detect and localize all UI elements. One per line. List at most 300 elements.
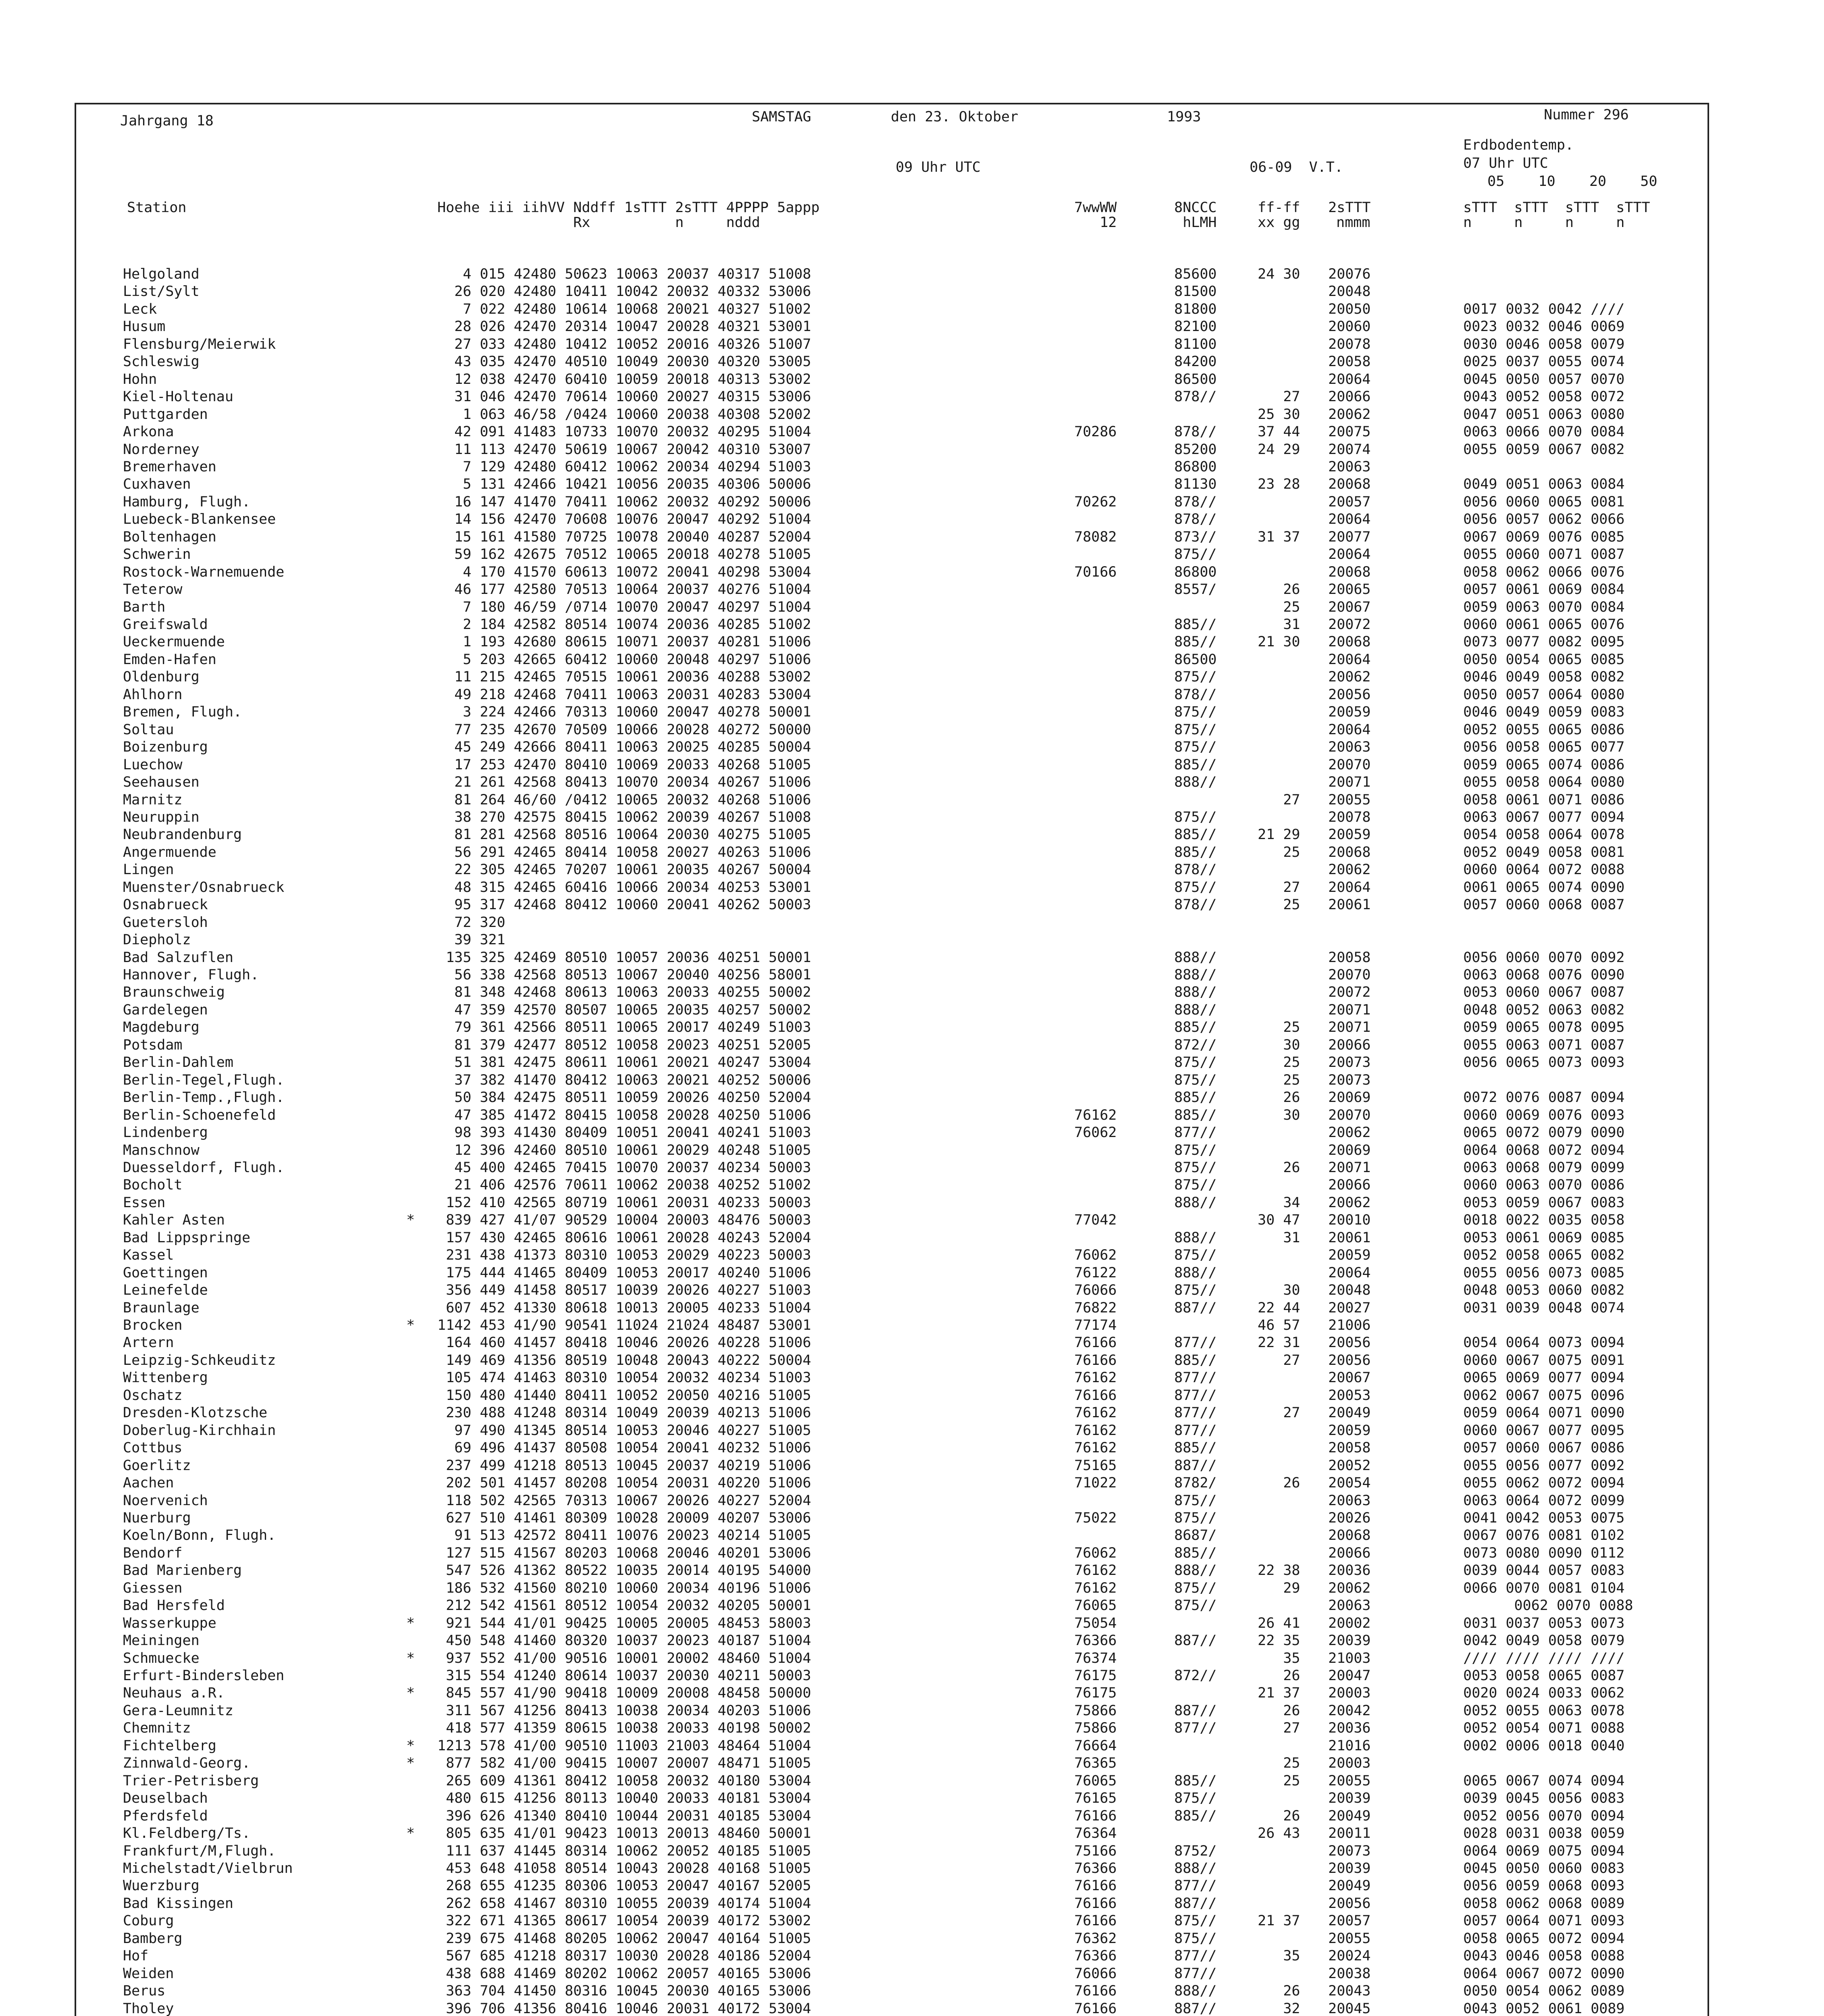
soil-temps: 0031 0037 0053 0073: [1463, 1615, 1625, 1631]
mountain-station-marker: *: [406, 1755, 415, 1771]
cloud-code: 875//: [1174, 1510, 1217, 1526]
min-temp: 20057: [1328, 494, 1371, 510]
cloud-code: 877//: [1174, 1966, 1217, 1982]
cloud-code: 887//: [1174, 1458, 1217, 1474]
min-temp: 20047: [1328, 1668, 1371, 1684]
gust-values: 21 29: [1258, 827, 1300, 843]
station-readings: 239 675 41468 80205 10062 20047 40164 51005: [437, 1931, 811, 1947]
station-name: Muenster/Osnabrueck: [123, 879, 285, 896]
soil-temps: 0054 0064 0073 0094: [1463, 1335, 1625, 1351]
soil-temps: 0023 0032 0046 0069: [1463, 319, 1625, 335]
weather-code: 76366: [1074, 1633, 1117, 1649]
soil-temps: 0065 0067 0074 0094: [1463, 1773, 1625, 1789]
station-readings: 7 180 46/59 /0714 10070 20047 40297 51004: [437, 599, 811, 615]
station-name: Coburg: [123, 1913, 174, 1929]
station-name: Bad Lippspringe: [123, 1230, 251, 1246]
station-readings: 51 381 42475 80611 10061 20021 40247 53004: [437, 1054, 811, 1070]
min-temp: 20064: [1328, 879, 1371, 896]
cloud-code: 888//: [1174, 1983, 1217, 1999]
soil-temps: 0052 0055 0065 0086: [1463, 722, 1625, 738]
col-gusts: ff-ff: [1258, 200, 1300, 216]
min-temp: 20048: [1328, 283, 1371, 300]
cloud-code: 878//: [1174, 862, 1217, 878]
min-temp: 20055: [1328, 1773, 1371, 1789]
station-readings: 48 315 42465 60416 10066 20034 40253 53001: [437, 879, 811, 896]
cloud-code: 875//: [1174, 879, 1217, 896]
gust-values: 30: [1258, 1037, 1300, 1053]
station-name: Schwerin: [123, 546, 191, 562]
cloud-code: 885//: [1174, 1089, 1217, 1106]
station-readings: 231 438 41373 80310 10053 20029 40223 50003: [437, 1247, 811, 1263]
min-temp: 20039: [1328, 1633, 1371, 1649]
cloud-code: 878//: [1174, 687, 1217, 703]
station-name: Schmuecke: [123, 1650, 200, 1666]
min-temp: 20048: [1328, 1282, 1371, 1298]
cloud-code: 875//: [1174, 722, 1217, 738]
year-label: 1993: [1167, 109, 1201, 125]
soil-temps: 0053 0059 0067 0083: [1463, 1195, 1625, 1211]
weather-code: 71022: [1074, 1475, 1117, 1491]
soil-temps: 0060 0067 0077 0095: [1463, 1422, 1625, 1439]
station-name: Seehausen: [123, 774, 200, 790]
cloud-code: 888//: [1174, 967, 1217, 983]
station-name: Oschatz: [123, 1387, 183, 1404]
soil-temps: 0043 0052 0061 0089: [1463, 2001, 1625, 2016]
min-temp: 20053: [1328, 1387, 1371, 1404]
min-temp: 20002: [1328, 1615, 1371, 1631]
gust-values: 26: [1258, 1160, 1300, 1176]
soil-temps: 0067 0076 0081 0102: [1463, 1527, 1625, 1543]
soil-temps: 0055 0059 0067 0082: [1463, 442, 1625, 458]
gust-values: 26: [1258, 1475, 1300, 1491]
soil-temps: 0054 0058 0064 0078: [1463, 827, 1625, 843]
soil-temps: 0064 0068 0072 0094: [1463, 1142, 1625, 1158]
station-readings: 31 046 42470 70614 10060 20027 40315 53006: [437, 389, 811, 405]
station-name: Flensburg/Meierwik: [123, 336, 276, 352]
station-readings: 450 548 41460 80320 10037 20023 40187 51004: [437, 1633, 811, 1649]
station-readings: 135 325 42469 80510 10057 20036 40251 50001: [437, 950, 811, 966]
soil-temps: 0063 0066 0070 0084: [1463, 424, 1625, 440]
station-name: Berlin-Schoenefeld: [123, 1107, 276, 1123]
gust-values: 27: [1258, 1720, 1300, 1736]
gust-values: 31: [1258, 1230, 1300, 1246]
gust-values: 22 35: [1258, 1633, 1300, 1649]
soil-temps: 0047 0051 0063 0080: [1463, 406, 1625, 423]
min-temp: 20065: [1328, 581, 1371, 598]
col-weather-sub: 12: [1074, 215, 1117, 231]
min-temp: 20039: [1328, 1860, 1371, 1876]
station-readings: 265 609 41361 80412 10058 20032 40180 53004: [437, 1773, 811, 1789]
weather-code: 76362: [1074, 1931, 1117, 1947]
min-temp: 20042: [1328, 1703, 1371, 1719]
cloud-code: 82100: [1174, 319, 1217, 335]
station-readings: 1213 578 41/00 90510 11003 21003 48464 51004: [437, 1738, 811, 1754]
weather-code: 76062: [1074, 1545, 1117, 1561]
gust-values: 22 44: [1258, 1300, 1300, 1316]
gust-values: 29: [1258, 1580, 1300, 1596]
col-soil: sTTT sTTT sTTT sTTT: [1463, 200, 1650, 216]
weekday-label: SAMSTAG: [752, 109, 811, 125]
min-temp: 20063: [1328, 1597, 1371, 1614]
soil-temps: 0061 0065 0074 0090: [1463, 879, 1625, 896]
soil-temps: 0057 0064 0071 0093: [1463, 1913, 1625, 1929]
station-readings: 69 496 41437 80508 10054 20041 40232 51006: [437, 1440, 811, 1456]
min-temp: 20078: [1328, 809, 1371, 825]
col-station: Station: [127, 200, 187, 216]
min-temp: 20056: [1328, 1895, 1371, 1912]
min-temp: 20076: [1328, 266, 1371, 282]
cloud-code: 875//: [1174, 1931, 1217, 1947]
station-readings: 81 264 46/60 /0412 10065 20032 40268 51006: [437, 792, 811, 808]
station-readings: 396 626 41340 80410 10044 20031 40185 53004: [437, 1808, 811, 1824]
weather-code: 76122: [1074, 1265, 1117, 1281]
gust-values: 21 30: [1258, 634, 1300, 650]
min-temp: 20056: [1328, 687, 1371, 703]
min-temp: 20059: [1328, 827, 1371, 843]
station-name: Neuruppin: [123, 809, 200, 825]
gust-values: 21 37: [1258, 1913, 1300, 1929]
cloud-code: 875//: [1174, 809, 1217, 825]
soil-temps: 0059 0065 0074 0086: [1463, 757, 1625, 773]
cloud-code: 888//: [1174, 1002, 1217, 1018]
station-name: Ueckermuende: [123, 634, 225, 650]
station-name: Weiden: [123, 1966, 174, 1982]
gust-values: 22 31: [1258, 1335, 1300, 1351]
cloud-code: 888//: [1174, 1230, 1217, 1246]
station-readings: 480 615 41256 80113 10040 20033 40181 53004: [437, 1790, 811, 1806]
station-name: Potsdam: [123, 1037, 183, 1053]
station-name: Hof: [123, 1948, 149, 1964]
station-name: Osnabrueck: [123, 897, 208, 913]
cloud-code: 86800: [1174, 564, 1217, 580]
cloud-code: 877//: [1174, 1370, 1217, 1386]
gust-values: 25: [1258, 1773, 1300, 1789]
soil-temps: 0062 0070 0088: [1463, 1597, 1633, 1614]
soil-temps: 0045 0050 0060 0083: [1463, 1860, 1625, 1876]
station-name: Erfurt-Bindersleben: [123, 1668, 285, 1684]
station-readings: 921 544 41/01 90425 10005 20005 48453 58003: [437, 1615, 811, 1631]
station-readings: 845 557 41/90 90418 10009 20008 48458 50000: [437, 1685, 811, 1701]
cloud-code: 885//: [1174, 1019, 1217, 1035]
station-readings: 56 291 42465 80414 10058 20027 40263 51006: [437, 844, 811, 860]
weather-code: 76162: [1074, 1562, 1117, 1579]
soil-temps: 0052 0056 0070 0094: [1463, 1808, 1625, 1824]
station-readings: 7 129 42480 60412 10062 20034 40294 51003: [437, 459, 811, 475]
min-temp: 20066: [1328, 389, 1371, 405]
col-weather: 7wwWW: [1074, 200, 1117, 216]
mountain-station-marker: *: [406, 1650, 415, 1666]
soil-temps: 0020 0024 0033 0062: [1463, 1685, 1625, 1701]
station-name: Brocken: [123, 1317, 183, 1333]
cloud-code: 86500: [1174, 371, 1217, 387]
weather-code: 70262: [1074, 494, 1117, 510]
gust-values: 25 30: [1258, 406, 1300, 423]
station-name: Fichtelberg: [123, 1738, 216, 1754]
weather-code: 75022: [1074, 1510, 1117, 1526]
station-name: Koeln/Bonn, Flugh.: [123, 1527, 276, 1543]
station-readings: 230 488 41248 80314 10049 20039 40213 51006: [437, 1405, 811, 1421]
min-temp: 20036: [1328, 1720, 1371, 1736]
min-temp: 20039: [1328, 1790, 1371, 1806]
min-temp: 20061: [1328, 1230, 1371, 1246]
station-readings: 150 480 41440 80411 10052 20050 40216 51005: [437, 1387, 811, 1404]
cloud-code: 875//: [1174, 669, 1217, 685]
gust-values: 27: [1258, 792, 1300, 808]
min-temp: 20049: [1328, 1808, 1371, 1824]
station-readings: 839 427 41/07 90529 10004 20003 48476 50003: [437, 1212, 811, 1228]
station-readings: 91 513 42572 80411 10076 20023 40214 51005: [437, 1527, 811, 1543]
min-temp: 20062: [1328, 1580, 1371, 1596]
soil-temps: 0048 0053 0060 0082: [1463, 1282, 1625, 1298]
min-temp: 20011: [1328, 1825, 1371, 1841]
cloud-code: 877//: [1174, 1405, 1217, 1421]
station-readings: 37 382 41470 80412 10063 20021 40252 50006: [437, 1072, 811, 1088]
station-name: Bad Salzuflen: [123, 950, 233, 966]
station-readings: 105 474 41463 80310 10054 20032 40234 51003: [437, 1370, 811, 1386]
station-readings: 396 706 41356 80416 10046 20031 40172 53004: [437, 2001, 811, 2016]
station-name: Barth: [123, 599, 166, 615]
soil-temps: 0053 0060 0067 0087: [1463, 984, 1625, 1000]
station-name: Hannover, Flugh.: [123, 967, 259, 983]
station-name: Berlin-Tegel,Flugh.: [123, 1072, 285, 1088]
min-temp: 20062: [1328, 669, 1371, 685]
gust-values: 26: [1258, 1983, 1300, 1999]
cloud-code: 8557/: [1174, 581, 1217, 598]
cloud-code: 885//: [1174, 844, 1217, 860]
min-temp: 20056: [1328, 1352, 1371, 1368]
soil-temps: 0056 0057 0062 0066: [1463, 511, 1625, 527]
station-readings: 311 567 41256 80413 10038 20034 40203 51006: [437, 1703, 811, 1719]
min-temp: 20077: [1328, 529, 1371, 545]
station-readings: 212 542 41561 80512 10054 20032 40205 50001: [437, 1597, 811, 1614]
cloud-code: 8782/: [1174, 1475, 1217, 1491]
station-name: Goerlitz: [123, 1458, 191, 1474]
station-name: Leinefelde: [123, 1282, 208, 1298]
station-readings: 46 177 42580 70513 10064 20037 40276 51004: [437, 581, 811, 598]
weather-code: 76166: [1074, 1387, 1117, 1404]
soil-temps: 0043 0046 0058 0088: [1463, 1948, 1625, 1964]
soil-temps: 0056 0059 0068 0093: [1463, 1878, 1625, 1894]
soil-temp-title: Erdbodentemp.: [1463, 137, 1574, 153]
min-temp: 20066: [1328, 1545, 1371, 1561]
station-name: Zinnwald-Georg.: [123, 1755, 251, 1771]
station-name: Pferdsfeld: [123, 1808, 208, 1824]
min-temp: 20064: [1328, 652, 1371, 668]
cloud-code: 878//: [1174, 389, 1217, 405]
col-cloud: 8NCCC: [1174, 200, 1217, 216]
station-name: Bad Hersfeld: [123, 1597, 225, 1614]
soil-temps: 0046 0049 0058 0082: [1463, 669, 1625, 685]
station-readings: 14 156 42470 70608 10076 20047 40292 51004: [437, 511, 811, 527]
cloud-code: 875//: [1174, 1054, 1217, 1070]
soil-temps: 0052 0055 0063 0078: [1463, 1703, 1625, 1719]
cloud-code: 875//: [1174, 1160, 1217, 1176]
cloud-code: 885//: [1174, 1545, 1217, 1561]
cloud-code: 887//: [1174, 2001, 1217, 2016]
min-temp: 20058: [1328, 354, 1371, 370]
weather-code: 76366: [1074, 1948, 1117, 1964]
soil-temps: 0046 0049 0059 0083: [1463, 704, 1625, 720]
cloud-code: 877//: [1174, 1878, 1217, 1894]
station-name: Magdeburg: [123, 1019, 200, 1035]
soil-temps: 0066 0070 0081 0104: [1463, 1580, 1625, 1596]
col-main-subheader: Rx n nddd: [437, 215, 760, 231]
min-temp: 20070: [1328, 1107, 1371, 1123]
station-readings: 607 452 41330 80618 10013 20005 40233 51004: [437, 1300, 811, 1316]
weather-code: 78082: [1074, 529, 1117, 545]
cloud-code: 878//: [1174, 424, 1217, 440]
cloud-code: 887//: [1174, 1300, 1217, 1316]
station-name: Bad Kissingen: [123, 1895, 233, 1912]
cloud-code: 888//: [1174, 1562, 1217, 1579]
weather-code: 76366: [1074, 1860, 1117, 1876]
weather-code: 70166: [1074, 564, 1117, 580]
station-name: Giessen: [123, 1580, 183, 1596]
cloud-code: 875//: [1174, 1597, 1217, 1614]
station-readings: 268 655 41235 80306 10053 20047 40167 52005: [437, 1878, 811, 1894]
soil-temps: 0065 0072 0079 0090: [1463, 1125, 1625, 1141]
min-temp: 20058: [1328, 1440, 1371, 1456]
gust-values: 25: [1258, 599, 1300, 615]
station-readings: 547 526 41362 80522 10035 20014 40195 54000: [437, 1562, 811, 1579]
cloud-code: 887//: [1174, 1895, 1217, 1912]
soil-temps: 0028 0031 0038 0059: [1463, 1825, 1625, 1841]
station-name: Luebeck-Blankensee: [123, 511, 276, 527]
weather-code: 76175: [1074, 1668, 1117, 1684]
soil-temps: 0018 0022 0035 0058: [1463, 1212, 1625, 1228]
weather-code: 76166: [1074, 1335, 1117, 1351]
weather-code: 76065: [1074, 1597, 1117, 1614]
col-soil-sub: n n n n: [1463, 215, 1625, 231]
station-readings: 17 253 42470 80410 10069 20033 40268 51005: [437, 757, 811, 773]
weather-code: 76664: [1074, 1738, 1117, 1754]
station-readings: 27 033 42480 10412 10052 20016 40326 51007: [437, 336, 811, 352]
col-mintemp-sub: nmmm: [1336, 215, 1371, 231]
min-temp: 20059: [1328, 1422, 1371, 1439]
min-temp: 20059: [1328, 1247, 1371, 1263]
station-readings: 49 218 42468 70411 10063 20031 40283 53004: [437, 687, 811, 703]
soil-temps: 0052 0058 0065 0082: [1463, 1247, 1625, 1263]
weather-code: 76365: [1074, 1755, 1117, 1771]
station-name: Cottbus: [123, 1440, 183, 1456]
station-name: Frankfurt/M,Flugh.: [123, 1843, 276, 1859]
min-temp: 20054: [1328, 1475, 1371, 1491]
station-readings: 149 469 41356 80519 10048 20043 40222 50004: [437, 1352, 811, 1368]
station-readings: 418 577 41359 80615 10038 20033 40198 50002: [437, 1720, 811, 1736]
gust-values: 27: [1258, 879, 1300, 896]
gust-values: 32: [1258, 2001, 1300, 2016]
gust-values: 27: [1258, 1405, 1300, 1421]
station-readings: 202 501 41457 80208 10054 20031 40220 51006: [437, 1475, 811, 1491]
station-readings: 39 321: [437, 932, 505, 948]
min-temp: 20068: [1328, 476, 1371, 492]
soil-temps: 0063 0067 0077 0094: [1463, 809, 1625, 825]
cloud-code: 888//: [1174, 1195, 1217, 1211]
station-name: Cuxhaven: [123, 476, 191, 492]
station-name: Doberlug-Kirchhain: [123, 1422, 276, 1439]
station-name: Nuerburg: [123, 1510, 191, 1526]
cloud-code: 875//: [1174, 1072, 1217, 1088]
gust-values: 35: [1258, 1948, 1300, 1964]
soil-temps: 0058 0062 0068 0089: [1463, 1895, 1625, 1912]
min-temp: 20074: [1328, 442, 1371, 458]
weather-code: 76166: [1074, 1352, 1117, 1368]
obs-time-label: 09 Uhr UTC: [896, 159, 981, 175]
station-readings: 237 499 41218 80513 10045 20037 40219 51006: [437, 1458, 811, 1474]
station-readings: 11 113 42470 50619 10067 20042 40310 53007: [437, 442, 811, 458]
station-name: Meiningen: [123, 1633, 200, 1649]
weather-code: 76822: [1074, 1300, 1117, 1316]
station-readings: 26 020 42480 10411 10042 20032 40332 53006: [437, 283, 811, 300]
weather-code: 75165: [1074, 1458, 1117, 1474]
soil-temps: 0058 0062 0066 0076: [1463, 564, 1625, 580]
weather-code: 76175: [1074, 1685, 1117, 1701]
gust-values: 25: [1258, 1755, 1300, 1771]
cloud-code: 885//: [1174, 757, 1217, 773]
station-name: Duesseldorf, Flugh.: [123, 1160, 285, 1176]
soil-temps: 0050 0057 0064 0080: [1463, 687, 1625, 703]
min-temp: 20049: [1328, 1405, 1371, 1421]
station-name: Hamburg, Flugh.: [123, 494, 251, 510]
min-temp: 20075: [1328, 424, 1371, 440]
weather-code: 76066: [1074, 1282, 1117, 1298]
min-temp: 20062: [1328, 862, 1371, 878]
cloud-code: 875//: [1174, 1493, 1217, 1509]
gust-values: 34: [1258, 1195, 1300, 1211]
gust-values: 24 29: [1258, 442, 1300, 458]
soil-temps: 0052 0054 0071 0088: [1463, 1720, 1625, 1736]
min-temp: 20043: [1328, 1983, 1371, 1999]
soil-temps: 0055 0063 0071 0087: [1463, 1037, 1625, 1053]
station-readings: 111 637 41445 80314 10062 20052 40185 51005: [437, 1843, 811, 1859]
station-readings: 15 161 41580 70725 10078 20040 40287 52004: [437, 529, 811, 545]
station-name: Artern: [123, 1335, 174, 1351]
soil-temps: 0039 0044 0057 0083: [1463, 1562, 1625, 1579]
soil-temps: 0065 0069 0077 0094: [1463, 1370, 1625, 1386]
station-name: Tholey: [123, 2001, 174, 2016]
station-name: Leck: [123, 301, 157, 317]
mountain-station-marker: *: [406, 1212, 415, 1228]
min-temp: 20066: [1328, 1177, 1371, 1193]
weather-code: 76165: [1074, 1790, 1117, 1806]
station-name: Berus: [123, 1983, 166, 1999]
soil-temps: 0058 0061 0071 0086: [1463, 792, 1625, 808]
soil-temps: 0055 0056 0073 0085: [1463, 1265, 1625, 1281]
soil-temps: 0063 0068 0079 0099: [1463, 1160, 1625, 1176]
station-name: Helgoland: [123, 266, 200, 282]
weather-code: 70286: [1074, 424, 1117, 440]
min-temp: 20071: [1328, 774, 1371, 790]
soil-temps: 0060 0067 0075 0091: [1463, 1352, 1625, 1368]
weather-code: 76062: [1074, 1125, 1117, 1141]
cloud-code: 877//: [1174, 1387, 1217, 1404]
station-readings: 877 582 41/00 90415 10007 20007 48471 51005: [437, 1755, 811, 1771]
min-temp: 20069: [1328, 1089, 1371, 1106]
min-temp: 20038: [1328, 1966, 1371, 1982]
cloud-code: 888//: [1174, 1265, 1217, 1281]
station-readings: 45 400 42465 70415 10070 20037 40234 50003: [437, 1160, 811, 1176]
min-temp: 20045: [1328, 2001, 1371, 2016]
station-readings: 4 170 41570 60613 10072 20041 40298 53004: [437, 564, 811, 580]
min-temp: 20062: [1328, 406, 1371, 423]
gust-values: 25: [1258, 844, 1300, 860]
station-readings: 97 490 41345 80514 10053 20046 40227 51005: [437, 1422, 811, 1439]
weather-code: 76166: [1074, 1808, 1117, 1824]
station-readings: 1142 453 41/90 90541 11024 21024 48487 53001: [437, 1317, 811, 1333]
station-readings: 21 406 42576 70611 10062 20038 40252 51002: [437, 1177, 811, 1193]
min-temp: 20010: [1328, 1212, 1371, 1228]
min-temp: 20062: [1328, 1125, 1371, 1141]
